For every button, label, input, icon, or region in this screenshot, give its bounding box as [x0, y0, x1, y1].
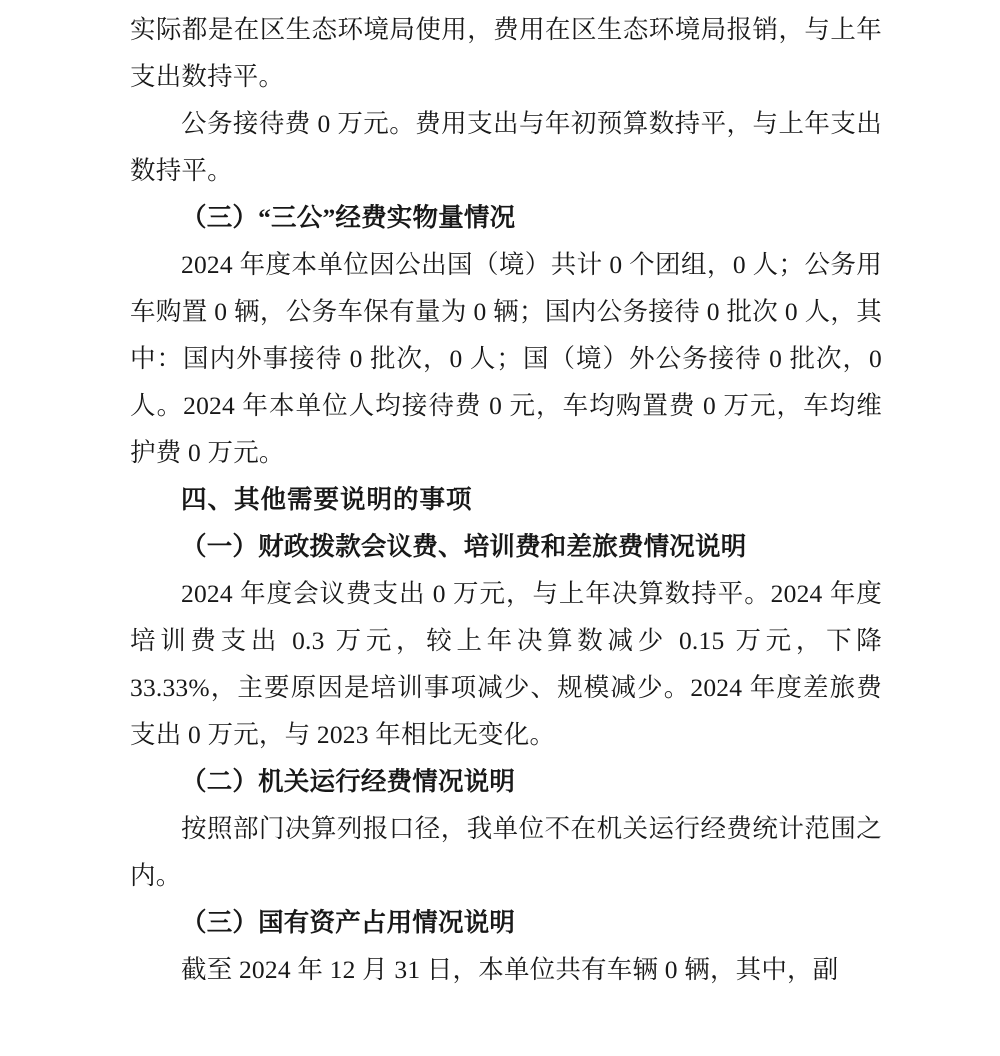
paragraph-actual-use: 实际都是在区生态环境局使用，费用在区生态环境局报销，与上年支出数持平。: [130, 15, 882, 91]
document-body: [130, 6, 882, 993]
paragraph-agency-operating: 按照部门决算列报口径，我单位不在机关运行经费统计范围之内。: [130, 814, 882, 890]
heading-agency-operating: （二）机关运行经费情况说明: [181, 767, 516, 796]
paragraph-meeting-training-travel: 2024 年度会议费支出 0 万元，与上年决算数持平。2024 年度培训费支出 0.3 万元，较上年决算数减少 0.15 万元，下降 33.33%，主要原因是培训事项减少、规模减少。2024 年度差旅费支出 0 万元，与 2023 年相比无变化。: [130, 579, 882, 749]
heading-state-assets: （三）国有资产占用情况说明: [181, 908, 516, 937]
heading-three-public-physical: （三）“三公”经费实物量情况: [181, 203, 516, 232]
paragraph-physical-detail: 2024 年度本单位因公出国（境）共计 0 个团组，0 人；公务用车购置 0 辆，公务车保有量为 0 辆；国内公务接待 0 批次 0 人，其中：国内外事接待 0 批次，0 人；国（境）外公务接待 0 批次，0 人。2024 年本单位人均接待费 0 元，车均购置费 0 万元，车均维护费 0 万元。: [130, 250, 882, 467]
heading-section-four: 四、其他需要说明的事项: [181, 485, 473, 514]
paragraph-state-assets: 截至 2024 年 12 月 31 日，本单位共有车辆 0 辆，其中，副: [181, 955, 839, 984]
heading-meeting-training-travel: （一）财政拨款会议费、培训费和差旅费情况说明: [181, 532, 747, 561]
paragraph-official-reception: 公务接待费 0 万元。费用支出与年初预算数持平，与上年支出数持平。: [130, 109, 882, 185]
